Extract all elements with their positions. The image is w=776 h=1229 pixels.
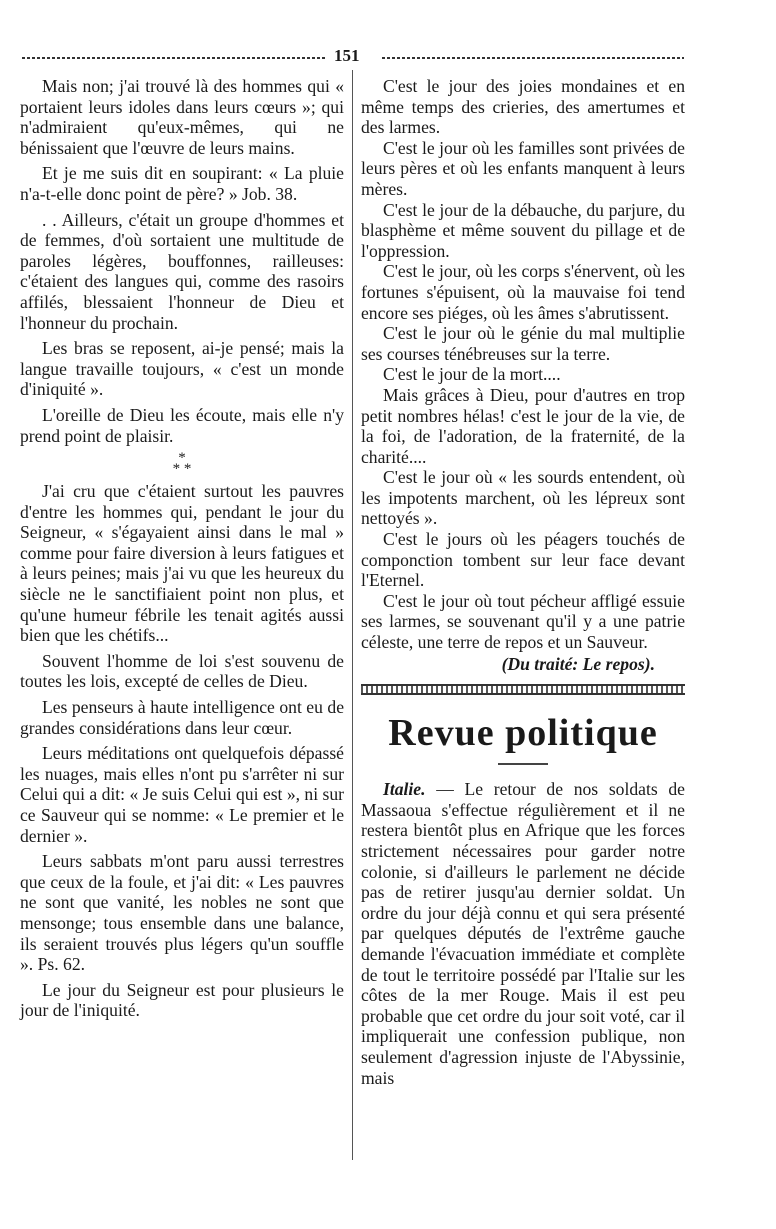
page-number: 151 bbox=[334, 46, 360, 65]
left-column bbox=[20, 76, 344, 1021]
paragraph: Leurs sabbats m'ont paru aussi terrestres que ceux de la foule, et j'ai dit: « Les pauvres ne sont que vanité, les nobles ne sont que mensonge; tous ensemble dans une balance, ils seraient trouvés plus légers qu'un souffle ». Ps. 62. bbox=[20, 851, 344, 975]
paragraph: Mais grâces à Dieu, pour d'autres en trop petit nombres hélas! c'est le jour de la vie, de la foi, de l'adoration, de la fraternité, de la charité.... bbox=[361, 384, 685, 467]
paragraph: Le jour du Seigneur est pour plusieurs le jour de l'iniquité. bbox=[20, 979, 344, 1021]
paragraph: C'est le jour, où les corps s'énervent, où les fortunes s'épuisent, où la mauvaise foi tend encore ses piéges, où les âmes s'abrutissent. bbox=[361, 261, 685, 323]
paragraph: . . Ailleurs, c'était un groupe d'hommes et de femmes, d'où sortaient une multitude de paroles légères, bouffonnes, railleuses: c'étaient des langues qui, comme des rasoirs affilés, blessaient l'honneur de Dieu et l'honneur du prochain. bbox=[20, 209, 344, 333]
header-ornament-right bbox=[382, 57, 684, 59]
paragraph: Les penseurs à haute intelligence ont eu de grandes considérations dans leur cœur. bbox=[20, 697, 344, 738]
country-label: Italie. bbox=[383, 779, 426, 800]
paragraph: C'est le jour où tout pécheur affligé essuie ses larmes, se souvenant qu'il y a une patrie céleste, une terre de repos et un Sauveur. bbox=[361, 590, 685, 653]
asterism-separator: * * * bbox=[172, 450, 192, 478]
paragraph: C'est le jour où « les sourds entendent, où les impotents marchent, où les lépreux sont nettoyés ». bbox=[361, 467, 685, 529]
dash: — bbox=[425, 779, 465, 800]
paragraph: C'est le jour où les familles sont privées de leurs pères et où les enfants manquent à leurs mères. bbox=[361, 137, 685, 199]
header-ornament-left bbox=[22, 57, 327, 59]
news-text: Le retour de nos soldats de Massaoua s'effectue régulièrement et il ne restera bientôt plus en Afrique que les forces strictement nécessaires pour garder notre colonie, si d'ailleurs le parlement ne décide pas de retirer jusqu'au dernier soldat. Un ordre du jour déjà connu et qui sera présenté par quelques députés de l'extrême gauche demande l'évacuation immédiate et complète de tout le territoire possédé par l'Italie sur les côtes de la mer Rouge. Mais il est peu probable que cet ordre du jour soit voté, car il impliquerait une confession publique, non seulement d'agression injuste de l'Abyssinie, mais bbox=[361, 779, 685, 1088]
paragraph: C'est le jour de la mort.... bbox=[383, 364, 561, 385]
paragraph: C'est le jours où les péagers touchés de componction tombent sur leur face devant l'Eternel. bbox=[361, 529, 685, 591]
paragraph: J'ai cru que c'étaient surtout les pauvres d'entre les hommes qui, pendant le jour du Seigneur, « s'égayaient ainsi dans le mal » comme pour faire diversion à leurs fatigues et à leurs peines; mais j'ai vu que les heureux du siècle ne le sanctifiaient point non plus, et qu'une humeur fébrile les tenait agités aussi bien que les chétifs... bbox=[20, 481, 344, 646]
section-rule bbox=[361, 684, 685, 695]
paragraph: C'est le jour de la débauche, du parjure, du blasphème et même souvent du pillage et de l'oppression. bbox=[361, 199, 685, 261]
paragraph: L'oreille de Dieu les écoute, mais elle n'y prend point de plaisir. bbox=[20, 404, 344, 446]
source-citation: (Du traité: Le repos). bbox=[501, 653, 655, 674]
paragraph: Mais non; j'ai trouvé là des hommes qui « portaient leurs idoles dans leurs cœurs »; qui n'admiraient qu'eux-mêmes, qui ne bénissaient que l'œuvre de leurs mains. bbox=[20, 76, 344, 158]
paragraph: C'est le jour où le génie du mal multiplie ses courses ténébreuses sur la terre. bbox=[361, 323, 685, 364]
page-header bbox=[22, 46, 684, 66]
section-title: Revue politique bbox=[388, 712, 658, 755]
paragraph: Souvent l'homme de loi s'est souvenu de toutes les lois, excepté de celles de Dieu. bbox=[20, 650, 344, 692]
right-column bbox=[361, 76, 685, 1088]
paragraph: C'est le jour des joies mondaines et en même temps des crieries, des amertumes et des larmes. bbox=[361, 76, 685, 138]
title-underline bbox=[498, 763, 548, 765]
paragraph: Et je me suis dit en soupirant: « La pluie n'a-t-elle donc point de père? » Job. 38. bbox=[20, 163, 344, 204]
paragraph: Leurs méditations ont quelquefois dépassé les nuages, mais elles n'ont pu s'arrêter ni sur Celui qui a dit: « Je suis Celui qui est », ni sur ce Sauveur qui se nomme: « Le premier et le dernier ». bbox=[20, 743, 345, 846]
paragraph: Les bras se reposent, ai-je pensé; mais la langue travaille toujours, « c'est un monde d'iniquité ». bbox=[20, 338, 344, 400]
news-item-italie bbox=[361, 779, 685, 1088]
column-divider bbox=[352, 70, 353, 1160]
